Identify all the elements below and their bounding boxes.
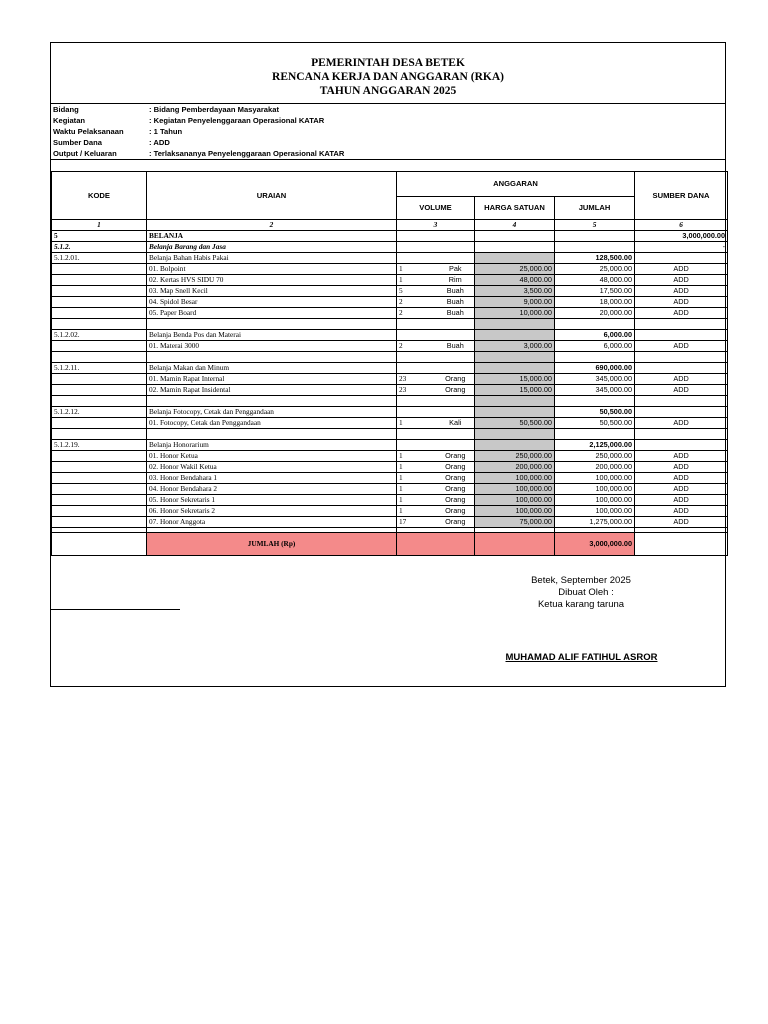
spacer-row [52,352,728,363]
info-value: : Kegiatan Penyelenggaraan Operasional KATAR [149,116,325,125]
kode-cell [52,385,147,396]
group-row [52,407,728,418]
colnum: 3 [397,220,475,231]
harga-cell: 15,000.00 [475,374,555,385]
uraian-cell: Belanja Honorarium [147,440,397,451]
col-uraian: URAIAN [147,172,397,220]
volume-cell: 1 [397,451,437,462]
colnum: 5 [555,220,635,231]
spacer-row [52,319,728,330]
uraian-cell: 07. Honor Anggota [147,517,397,528]
harga-cell: 250,000.00 [475,451,555,462]
table-cell [475,429,555,440]
uraian-cell: 01. Bolpoint [147,264,397,275]
harga-cell: 75,000.00 [475,517,555,528]
volume-cell: 2 [397,297,437,308]
harga-cell: 100,000.00 [475,484,555,495]
jumlah-cell: 128,500.00 [555,253,635,264]
kode-cell [52,418,147,429]
col-jumlah: JUMLAH [555,197,635,220]
table-row [52,418,728,429]
sumber-cell: ADD [635,341,728,352]
table-row [52,385,728,396]
belanja-row [52,231,728,242]
table-cell [147,429,397,440]
kode-cell [52,517,147,528]
table-cell [555,352,635,363]
volume-cell: 1 [397,473,437,484]
unit-cell: Pak [437,264,475,275]
table-row [52,495,728,506]
volume-cell [397,407,475,418]
uraian-cell: Belanja Bahan Habis Pakai [147,253,397,264]
spacer-row [52,396,728,407]
unit-cell: Orang [437,374,475,385]
kode-cell [52,275,147,286]
harga-cell [475,253,555,264]
uraian-cell: Belanja Fotocopy, Cetak dan Penggandaan [147,407,397,418]
table-cell [397,429,475,440]
volume-cell [397,330,475,341]
uraian-cell: 01. Fotocopy, Cetak dan Penggandaan [147,418,397,429]
table-row [52,506,728,517]
volume-cell [397,253,475,264]
table-cell [635,352,728,363]
jumlah-cell: 345,000.00 [555,374,635,385]
kode-cell [52,264,147,275]
jumlah-cell: 6,000.00 [555,330,635,341]
uraian-cell: 04. Honor Bendahara 2 [147,484,397,495]
kode-cell: 5.1.2.19. [52,440,147,451]
kode-cell [52,374,147,385]
harga-cell: 100,000.00 [475,473,555,484]
volume-cell: 23 [397,374,437,385]
harga-cell: 200,000.00 [475,462,555,473]
unit-cell: Orang [437,484,475,495]
harga-cell [475,330,555,341]
harga-cell: 50,500.00 [475,418,555,429]
sumber-cell: ADD [635,506,728,517]
jumlah-cell: 6,000.00 [555,341,635,352]
table-row [52,462,728,473]
col-volume: VOLUME [397,197,475,220]
info-value: : 1 Tahun [149,127,183,136]
jumlah-cell: 1,275,000.00 [555,517,635,528]
table-cell [475,352,555,363]
table-cell [52,429,147,440]
table-cell [52,319,147,330]
table-cell [147,319,397,330]
uraian-cell: 02. Mamin Rapat Insidental [147,385,397,396]
unit-cell: Orang [437,495,475,506]
table-cell [635,319,728,330]
budget-table [51,171,728,556]
colnum: 4 [475,220,555,231]
table-row [52,517,728,528]
jumlah-cell: 100,000.00 [555,473,635,484]
group-row [52,363,728,374]
sign-made-by: Dibuat Oleh : [558,587,614,598]
kode-cell [52,308,147,319]
table-row [52,286,728,297]
unit-cell: Orang [437,517,475,528]
volume-cell: 1 [397,275,437,286]
uraian-cell: 06. Honor Sekretaris 2 [147,506,397,517]
jumlah-cell: 20,000.00 [555,308,635,319]
uraian-cell: Belanja Makan dan Minum [147,363,397,374]
jumlah-cell: 690,000.00 [555,363,635,374]
doc-title: RENCANA KERJA DAN ANGGARAN (RKA) [272,71,504,83]
jumlah-cell: 250,000.00 [555,451,635,462]
uraian-cell: Belanja Benda Pos dan Materai [147,330,397,341]
total-row [52,533,728,556]
unit-cell: Orang [437,385,475,396]
sumber-cell: ADD [635,517,728,528]
sumber-cell: ADD [635,473,728,484]
uraian-cell: 05. Paper Board [147,308,397,319]
table-row [52,264,728,275]
harga-cell: 3,000.00 [475,341,555,352]
col-kode: KODE [52,172,147,220]
group-row [52,440,728,451]
info-label: Bidang [53,105,79,114]
sumber-cell [635,253,728,264]
sign-role: Ketua karang taruna [537,599,625,610]
sumber-cell [635,407,728,418]
uraian-cell: 01. Mamin Rapat Internal [147,374,397,385]
sumber-cell: ADD [635,286,728,297]
gov-title: PEMERINTAH DESA BETEK [311,57,465,69]
info-label: Kegiatan [53,116,86,125]
kode-cell [52,462,147,473]
volume-cell [397,363,475,374]
unit-cell: Orang [437,462,475,473]
table-row [52,473,728,484]
total-value: 3,000,000.00 [555,533,635,556]
volume-cell: 23 [397,385,437,396]
unit-cell: Orang [437,473,475,484]
table-body [52,220,728,528]
kode-cell: 5.1.2.12. [52,407,147,418]
kode-cell [52,451,147,462]
sumber-cell: ADD [635,308,728,319]
table-row [52,308,728,319]
uraian-cell: Belanja Barang dan Jasa [147,242,397,253]
unit-cell: Orang [437,506,475,517]
table-cell [397,319,475,330]
kode-cell: 5.1.2.01. [52,253,147,264]
harga-cell: 10,000.00 [475,308,555,319]
table-cell [397,396,475,407]
table-cell [52,352,147,363]
divider [50,609,180,610]
table-cell [635,396,728,407]
table-cell [475,396,555,407]
table-cell [475,319,555,330]
kode-cell [52,495,147,506]
sumber-cell [635,330,728,341]
sumber-cell: ADD [635,374,728,385]
jumlah-cell: 50,500.00 [555,407,635,418]
spacer-row [52,429,728,440]
sumber-cell: ADD [635,484,728,495]
sumber-cell [635,440,728,451]
volume-cell: 2 [397,308,437,319]
sumber-cell: ADD [635,264,728,275]
jumlah-cell: 200,000.00 [555,462,635,473]
jumlah-cell: 100,000.00 [555,506,635,517]
volume-cell: 5 [397,286,437,297]
group-row [52,253,728,264]
harga-cell: 100,000.00 [475,506,555,517]
year-title: TAHUN ANGGARAN 2025 [319,85,457,97]
table-cell [52,396,147,407]
info-label: Sumber Dana [53,138,102,147]
jumlah-cell: 100,000.00 [555,484,635,495]
sumber-cell: ADD [635,385,728,396]
col-harga-satuan: HARGA SATUAN [475,197,555,220]
table-cell [555,319,635,330]
unit-cell: Buah [437,308,475,319]
table-row [52,297,728,308]
colnum: 6 [635,220,728,231]
kode-cell [52,341,147,352]
group-row [52,330,728,341]
uraian-cell: 04. Spidol Besar [147,297,397,308]
harga-cell: 3,500.00 [475,286,555,297]
col-sumber-dana: SUMBER DANA [635,172,728,220]
uraian-cell: 01. Materai 3000 [147,341,397,352]
sumber-cell: ADD [635,297,728,308]
jumlah-cell: 17,500.00 [555,286,635,297]
volume-cell: 1 [397,484,437,495]
unit-cell: Kali [437,418,475,429]
sumber-cell: ADD [635,451,728,462]
kode-cell [52,473,147,484]
sub-row [52,242,728,253]
jumlah-cell: 25,000.00 [555,264,635,275]
harga-cell [475,363,555,374]
divider [51,159,725,160]
sumber-cell: - [635,242,728,253]
volume-cell: 1 [397,506,437,517]
sumber-cell: ADD [635,462,728,473]
jumlah-cell: 48,000.00 [555,275,635,286]
kode-cell: 5.1.2. [52,242,147,253]
uraian-cell: BELANJA [147,231,397,242]
sumber-cell: ADD [635,275,728,286]
volume-cell: 1 [397,495,437,506]
info-value: : Bidang Pemberdayaan Masyarakat [149,105,279,114]
volume-cell: 1 [397,264,437,275]
table-cell [397,352,475,363]
kode-cell [52,484,147,495]
kode-cell: 5.1.2.11. [52,363,147,374]
uraian-cell: 03. Map Snell Kecil [147,286,397,297]
table-cell [555,429,635,440]
uraian-cell: 02. Kertas HVS SIDU 70 [147,275,397,286]
uraian-cell: 01. Honor Ketua [147,451,397,462]
signer-name: MUHAMAD ALIF FATIHUL ASROR [505,652,658,663]
sumber-cell [635,363,728,374]
rka-sheet [50,42,726,687]
total-cell: 3,000,000.00 [635,231,728,242]
info-value: : ADD [149,138,170,147]
harga-cell: 100,000.00 [475,495,555,506]
uraian-cell: 03. Honor Bendahara 1 [147,473,397,484]
harga-cell: 15,000.00 [475,385,555,396]
table-cell [147,352,397,363]
table-row [52,451,728,462]
sign-place-date: Betek, September 2025 [531,575,631,586]
colnum: 1 [52,220,147,231]
sumber-cell: ADD [635,418,728,429]
total-label: JUMLAH (Rp) [147,533,397,556]
harga-cell: 25,000.00 [475,264,555,275]
volume-cell: 1 [397,418,437,429]
column-number-row [52,220,728,231]
info-label: Waktu Pelaksanaan [53,127,124,136]
sumber-cell: ADD [635,495,728,506]
volume-cell: 1 [397,462,437,473]
volume-cell: 2 [397,341,437,352]
unit-cell: Orang [437,451,475,462]
table-cell [555,396,635,407]
unit-cell: Buah [437,341,475,352]
volume-cell: 17 [397,517,437,528]
info-value: : Terlaksananya Penyelenggaraan Operasional KATAR [149,149,345,158]
unit-cell: Buah [437,286,475,297]
jumlah-cell: 100,000.00 [555,495,635,506]
kode-cell: 5 [52,231,147,242]
uraian-cell: 02. Honor Wakil Ketua [147,462,397,473]
harga-cell [475,440,555,451]
jumlah-cell: 2,125,000.00 [555,440,635,451]
uraian-cell: 05. Honor Sekretaris 1 [147,495,397,506]
kode-cell [52,286,147,297]
harga-cell: 9,000.00 [475,297,555,308]
jumlah-cell: 345,000.00 [555,385,635,396]
table-row [52,341,728,352]
kode-cell [52,297,147,308]
jumlah-cell: 50,500.00 [555,418,635,429]
table-row [52,374,728,385]
volume-cell [397,440,475,451]
info-label: Output / Keluaran [53,149,117,158]
table-row [52,275,728,286]
kode-cell [52,506,147,517]
harga-cell: 48,000.00 [475,275,555,286]
colnum: 2 [147,220,397,231]
kode-cell: 5.1.2.02. [52,330,147,341]
table-cell [635,429,728,440]
unit-cell: Buah [437,297,475,308]
unit-cell: Rim [437,275,475,286]
jumlah-cell: 18,000.00 [555,297,635,308]
col-anggaran: ANGGARAN [397,172,635,197]
harga-cell [475,407,555,418]
table-cell [147,396,397,407]
table-row [52,484,728,495]
